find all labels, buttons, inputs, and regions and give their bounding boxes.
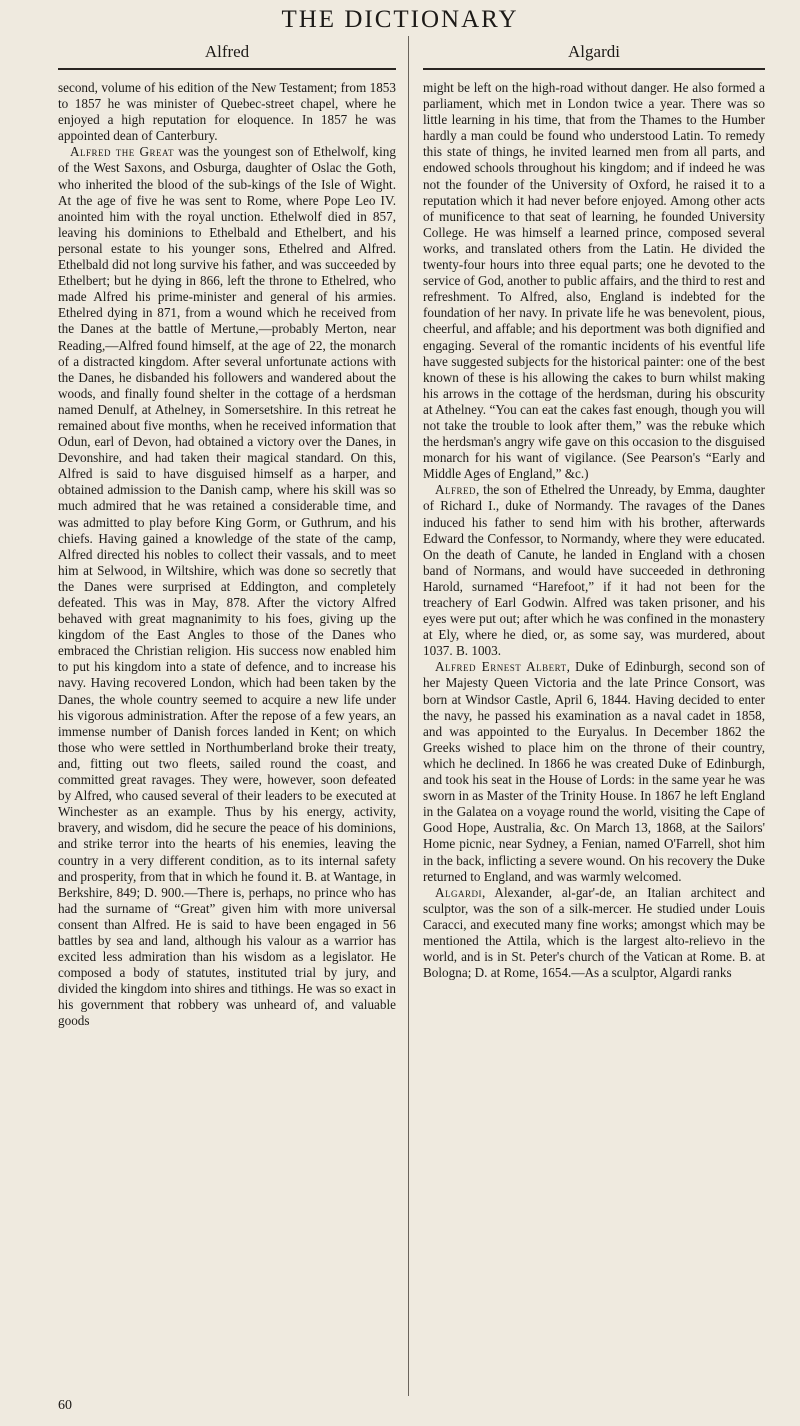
entry-headword: Alfred the Great: [70, 144, 175, 160]
right-column: [423, 80, 765, 981]
entry-text: , Duke of Edinburgh, second son of her Majesty Queen Victoria and the late Prince Consort, was born at Windsor Castle, April 6, 1844. Having decided to enter the navy, he passed his examination as a naval cadet in 1858, and was appointed to the Euryalus. In December 1862 the Greeks wished to place him on the throne of their country, which he declined. In 1866 he was created Duke of Edinburgh, and took his seat in the House of Lords: in the same year he was sworn in as Master of the Trinity House. In 1867 he left England in the Galatea on a voyage round the world, visiting the Cape of Good Hope, Australia, &c. On March 13, 1868, at the Sailors' Home picnic, near Sydney, a Fenian, named O'Farrell, shot him in the back, inflicting a severe wound. On his recovery the Duke returned to England, and was warmly welcomed.: [423, 659, 765, 884]
page-number: 60: [58, 1398, 72, 1413]
entry-text: was the youngest son of Ethelwolf, king of the West Saxons, and Osburga, daughter of Oslac the Goth, who inherited the blood of the sub-kings of the Isle of Wight. At the age of five he was sent to Rome, where Pope Leo IV. anointed him with the royal unction. Ethelwolf died in 857, leaving his dominions to Ethelbald and Ethelbert, and his personal estate to his younger sons, Ethelred and Alfred. Ethelbald did not long survive his father, and was succeeded by Ethelbert; but he dying in 866, left the throne to Ethelred, who made Alfred his prime-minister and general of his armies. Ethelred dying in 871, from a wound which he received from the Danes at the battle of Mertune,—probably Merton, near Reading,—Alfred found himself, at the age of 22, the monarch of a distracted kingdom. After several unfortunate actions with the Danes, he disbanded his followers and wandered about the woods, and finally found shelter in the cottage of a herdsman named Denulf, at Athelney, in Somersetshire. In this retreat he remained about five months, when he received information that Odun, earl of Devon, had obtained a victory over the Danes, in Devonshire, and had taken their magical standard. On this, Alfred is said to have disguised himself as a harper, and obtained admission to the Danish camp, where his skill was so much admired that he was retained a considerable time, and was admitted to play before King Gorm, or Guthrum, and his chiefs. Having gained a knowledge of the state of the camp, Alfred directed his nobles to collect their vassals, and to meet him at Selwood, in Wiltshire, which was done so secretly that the Danes were surprised at Eddington, and completely defeated. This was in May, 878. After the victory Alfred behaved with great magnanimity to his foes, giving up the kingdom of the East Angles to those of the Danes who embraced the Christian religion. His success now enabled him to put his kingdom into a state of defence, and to increase his navy. Having recovered London, which had been taken by the Danes, the whole country seemed to acquire a new life under his vigorous administration. After the repose of a few years, an immense number of Danish forces landed in Kent; on which those who were settled in Northumberland broke their treaty, and, fitting out two fleets, sailed round the coast, and committed great ravages. They were, however, soon defeated by Alfred, who caused several of their leaders to be executed at Winchester as an example. Thus by his energy, activity, bravery, and wisdom, did he secure the peace of his dominions, and strike terror into the hearts of his enemies, leaving the country in a very different condition, as to its internal safety and prosperity, from that in which he found it. B. at Wantage, in Berkshire, 849; D. 900.—There is, perhaps, no prince who has had the surname of “Great” given him with more universal consent than Alfred. He is said to have been engaged in 56 battles by sea and land, although his valour as a warrior has excited less admiration than his wisdom as a legislator. He composed a body of statutes, instituted trial by jury, and divided the kingdom into shires and tithings. He was so exact in his government that robbery was unheard of, and valuable goods: [58, 144, 396, 1029]
right-heading-rule: [423, 68, 765, 70]
entry-text: , Alexander, al-gar'-de, an Italian architect and sculptor, was the son of a silk-mercer. He studied under Louis Caracci, and executed many fine works; amongst which may be mentioned the Attila, which is the largest alto-relievo in the world, and is in St. Peter's church of the Vatican at Rome. B. at Bologna; D. at Rome, 1654.—As a sculptor, Algardi ranks: [423, 884, 765, 981]
entry-headword: Alfred: [435, 482, 477, 498]
entry-algardi: [423, 885, 765, 982]
left-heading-rule: [58, 68, 396, 70]
entry-text: , the son of Ethelred the Unready, by Emma, daughter of Richard I., duke of Normandy. The ravages of the Danes induced his father to send him with his brother, afterwards Edward the Confessor, to Normandy, where they were educated. On the death of Canute, he landed in England with a chosen band of Normans, and would have succeeded in dethroning Harold, surnamed “Harefoot,” if it had not been for the treachery of Earl Godwin. Alfred was taken prisoner, and his eyes were put out; after which he was confined in the monastery at Ely, where he died, or, as some say, was murdered, about 1037. B. 1003.: [423, 482, 765, 659]
entry-alfred: [423, 482, 765, 659]
entry-continuation: second, volume of his edition of the New Testament; from 1853 to 1857 he was minister of Quebec-street chapel, where he enjoyed a high reputation for eloquence. In 1857 he was appointed dean of Canterbury.: [58, 80, 396, 144]
entry-alfred-the-great: [58, 144, 396, 1029]
entry-continuation: might be left on the high-road without danger. He also formed a parliament, which met in London twice a year. There was so little learning in his time, that from the Thames to the Humber hardly a man could be found who understood Latin. To remedy this state of things, he invited learned men from all parts, and endowed schools throughout his kingdom; and if indeed he was not the founder of the University of Oxford, he raised it to a reputation which it had never before enjoyed. Among other acts of munificence to that seat of learning, he founded University College. He was himself a learned prince, composed several works, and translated others from the Latin. He divided the twenty-four hours into three equal parts; one he devoted to the service of God, another to public affairs, and the third to rest and refreshment. To Alfred, also, England is indebted for the foundation of her navy. In private life he was benevolent, pious, cheerful, and affable; and his deportment was both dignified and engaging. Several of the romantic incidents of his eventful life have suggested subjects for the historical painter: one of the best known of these is his allowing the cakes to burn whilst making his arrows in the cottage of the herdsman, during his obscurity at Athelney. “You can eat the cakes fast enough, though you will not take the trouble to look after them,” was the rebuke which the herdsman's angry wife gave on this occasion to the disguised monarch for his want of vigilance. (See Pearson's “Early and Middle Ages of England,” &c.): [423, 80, 765, 482]
entry-headword: Alfred Ernest Albert: [435, 659, 567, 675]
left-column-heading: Alfred: [204, 42, 250, 61]
right-column-heading: Algardi: [568, 42, 620, 61]
column-divider: [408, 36, 409, 1396]
page-title: THE DICTIONARY: [281, 6, 519, 33]
entry-alfred-ernest-albert: [423, 659, 765, 884]
left-column: [58, 80, 396, 1030]
entry-headword: Algardi: [435, 884, 483, 900]
